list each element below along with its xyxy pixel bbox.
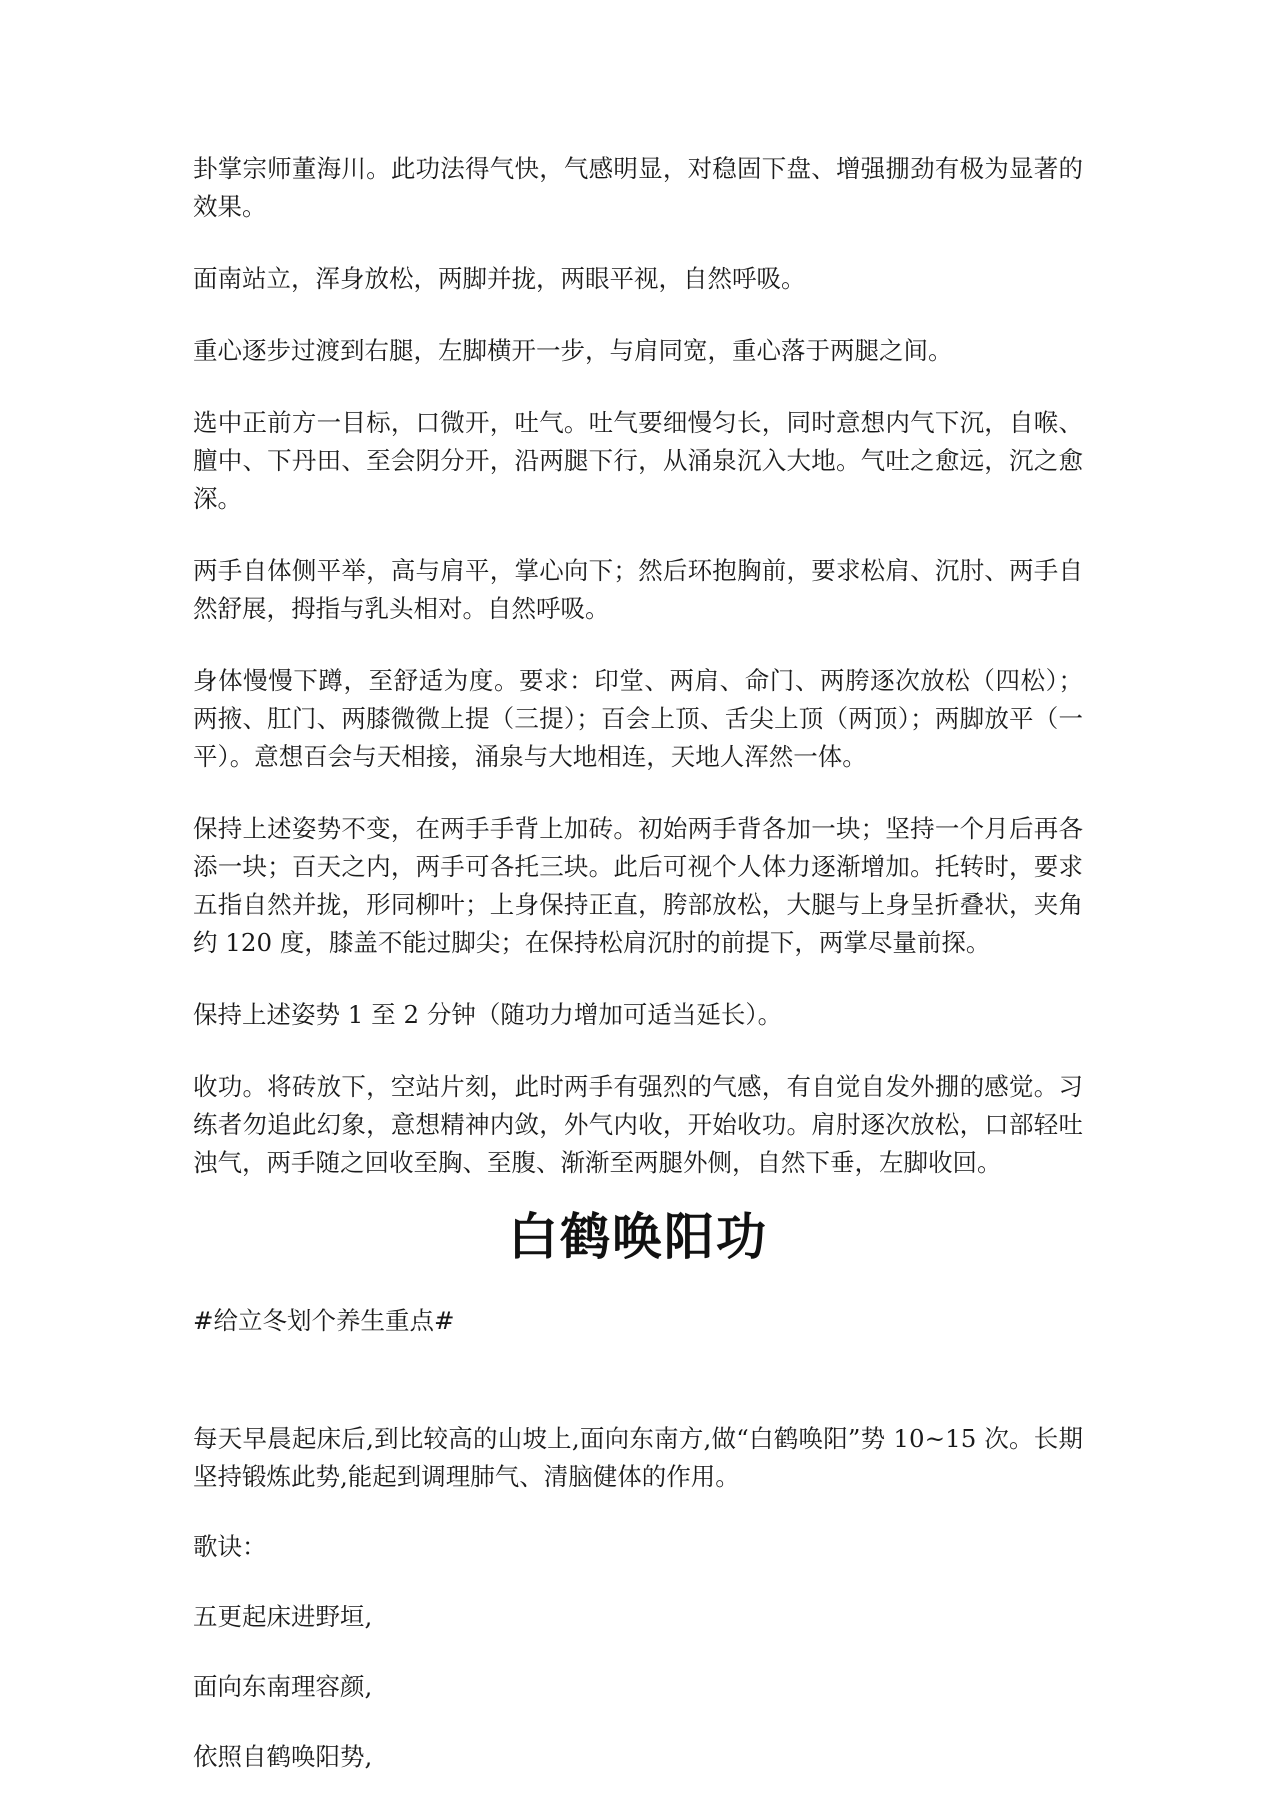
verse-line: 面向东南理容颜, <box>193 1672 373 1701</box>
hashtag-line: #给立冬划个养生重点# <box>193 1306 455 1335</box>
paragraph: 收功。将砖放下，空站片刻，此时两手有强烈的气感，有自觉自发外掤的感觉。习练者勿追此幻象，意想精神内敛，外气内收，开始收功。肩肘逐次放松，口部轻吐浊气，两手随之回收至胸、至腹、渐渐至两腿外侧，自然下垂，左脚收回。 <box>193 1072 1083 1177</box>
paragraph: 每天早晨起床后,到比较高的山坡上,面向东南方,做“白鹤唤阳”势 10~15 次。长期坚持锻炼此势,能起到调理肺气、清脑健体的作用。 <box>193 1424 1083 1491</box>
verse-heading: 歌诀： <box>193 1532 267 1561</box>
paragraph: 保持上述姿势不变，在两手手背上加砖。初始两手背各加一块；坚持一个月后再各添一块；百天之内，两手可各托三块。此后可视个人体力逐渐增加。托转时，要求五指自然并拢，形同柳叶；上身保持正直，胯部放松，大腿与上身呈折叠状，夹角约 120 度，膝盖不能过脚尖；在保持松肩沉肘的前提下，两掌尽量前探。 <box>193 814 1083 957</box>
paragraph: 卦掌宗师董海川。此功法得气快，气感明显，对稳固下盘、增强掤劲有极为显著的效果。 <box>193 154 1083 221</box>
verse-line: 依照自鹤唤阳势, <box>193 1742 373 1771</box>
paragraph: 两手自体侧平举，高与肩平，掌心向下；然后环抱胸前，要求松肩、沉肘、两手自然舒展，拇指与乳头相对。自然呼吸。 <box>193 556 1083 623</box>
paragraph: 选中正前方一目标，口微开，吐气。吐气要细慢匀长，同时意想内气下沉，自喉、膻中、下丹田、至会阴分开，沿两腿下行，从涌泉沉入大地。气吐之愈远，沉之愈深。 <box>193 408 1083 513</box>
paragraph: 重心逐步过渡到右腿，左脚横开一步，与肩同宽，重心落于两腿之间。 <box>193 336 953 365</box>
document-body <box>193 150 1083 1808</box>
section-title: 白鹤唤阳功 <box>508 1208 768 1266</box>
paragraph: 身体慢慢下蹲，至舒适为度。要求：印堂、两肩、命门、两胯逐次放松（四松）；两掖、肛门、两膝微微上提（三提）；百会上顶、舌尖上顶（两顶）；两脚放平（一平）。意想百会与天相接，涌泉与大地相连，天地人浑然一体。 <box>193 666 1083 771</box>
paragraph: 面南站立，浑身放松，两脚并拢，两眼平视，自然呼吸。 <box>193 264 806 293</box>
paragraph: 保持上述姿势 1 至 2 分钟（随功力增加可适当延长）。 <box>193 1000 783 1029</box>
verse-line: 五更起床进野垣, <box>193 1602 373 1631</box>
